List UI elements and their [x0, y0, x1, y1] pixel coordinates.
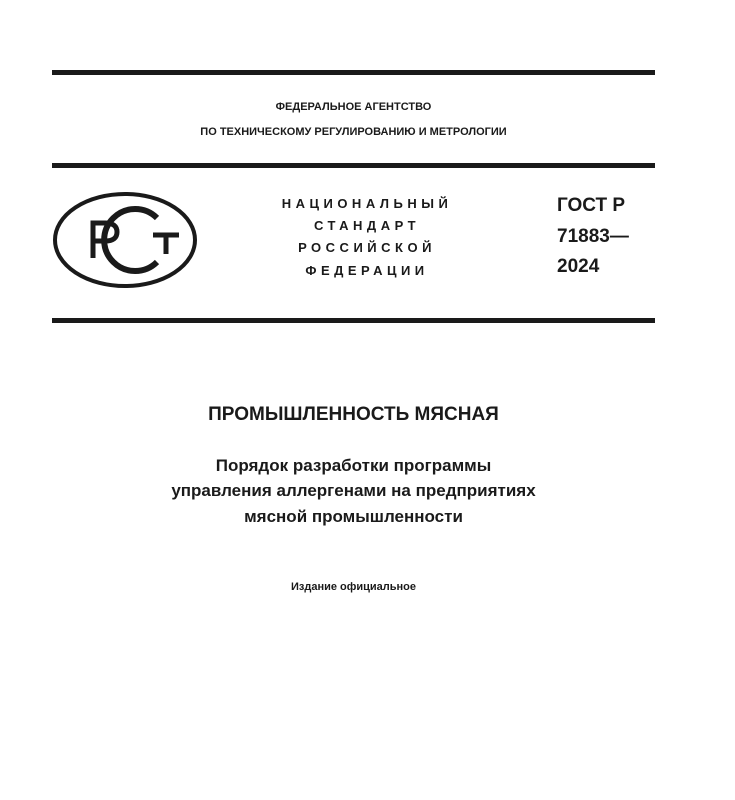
top-divider [52, 70, 655, 75]
standard-type-line-2: СТАНДАРТ [313, 218, 421, 233]
document-subtitle-line-2: управления аллергенами на предприятиях [171, 481, 536, 500]
gost-designation-line-1: ГОСТ Р [557, 195, 626, 216]
agency-name-line-2: ПО ТЕХНИЧЕСКОМУ РЕГУЛИРОВАНИЮ И МЕТРОЛОГИИ [200, 126, 507, 138]
document-title: ПРОМЫШЛЕННОСТЬ МЯСНАЯ [208, 404, 499, 425]
agency-name-line-1: ФЕДЕРАЛЬНОЕ АГЕНТСТВО [275, 101, 432, 113]
standard-type-line-3: РОССИЙСКОЙ [298, 240, 436, 255]
gost-designation-line-3: 2024 [557, 256, 600, 277]
gost-designation-line-2: 71883— [557, 226, 629, 247]
header-divider [52, 163, 655, 168]
document-subtitle-line-3: мясной промышленности [244, 507, 463, 526]
document-subtitle-line-1: Порядок разработки программы [215, 456, 492, 475]
standard-type-line-4: ФЕДЕРАЦИИ [305, 263, 429, 278]
title-divider [52, 318, 655, 323]
gost-r-emblem-icon [53, 192, 197, 288]
standard-type-line-1: НАЦИОНАЛЬНЫЙ [281, 196, 453, 211]
edition-label: Издание официальное [290, 581, 417, 593]
